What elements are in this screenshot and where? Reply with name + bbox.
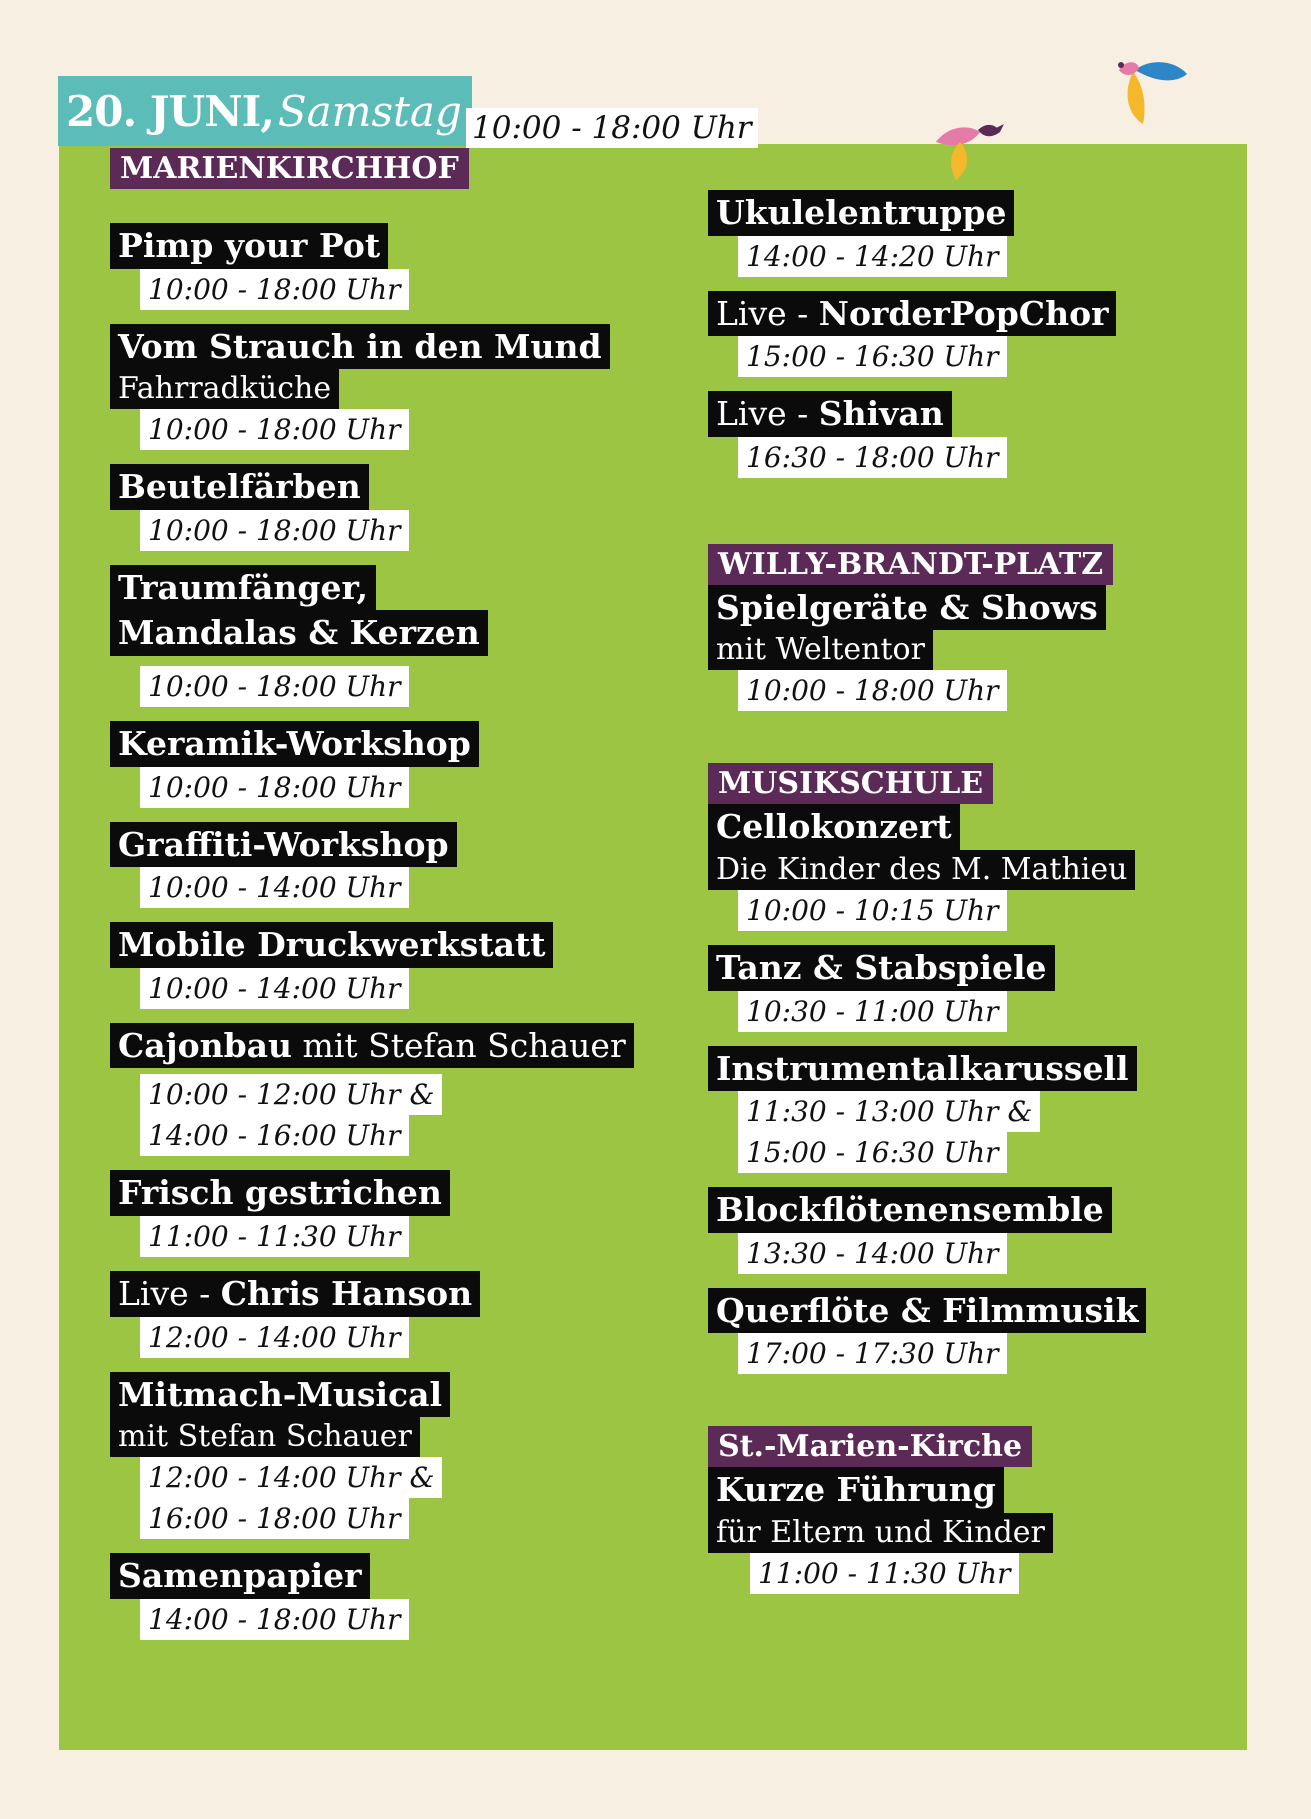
bird-icon — [1105, 54, 1191, 126]
event-time: 10:00 - 18:00 Uhr — [140, 666, 409, 707]
event-item — [708, 945, 1146, 1032]
event-time: 10:00 - 18:00 Uhr — [140, 767, 409, 808]
event-title: Traumfänger, — [110, 565, 376, 611]
event-item — [708, 1288, 1146, 1375]
event-title: Cellokonzert — [708, 804, 960, 850]
location-label: MUSIKSCHULE — [708, 763, 993, 804]
event-time: 12:00 - 14:00 Uhr & — [140, 1457, 442, 1498]
event-title: Ukulelentruppe — [708, 190, 1014, 236]
event-subtitle: Fahrradküche — [110, 369, 339, 409]
day-time-range: 10:00 - 18:00 Uhr — [466, 108, 758, 148]
event-time: 10:00 - 18:00 Uhr — [738, 670, 1007, 711]
event-time: 10:00 - 10:15 Uhr — [738, 890, 1007, 931]
event-time: 14:00 - 16:00 Uhr — [140, 1115, 409, 1156]
location-group — [708, 1426, 1146, 1594]
event-time: 17:00 - 17:30 Uhr — [738, 1333, 1007, 1374]
event-time: 10:00 - 18:00 Uhr — [140, 409, 409, 450]
event-title: Blockflötenensemble — [708, 1187, 1112, 1233]
event-item — [708, 1046, 1146, 1174]
event-time: 10:00 - 18:00 Uhr — [140, 269, 409, 310]
event-time: 16:30 - 18:00 Uhr — [738, 437, 1007, 478]
event-time: 15:00 - 16:30 Uhr — [738, 1132, 1007, 1173]
event-item — [110, 324, 634, 451]
event-item — [708, 1187, 1146, 1274]
event-time: 12:00 - 14:00 Uhr — [140, 1317, 409, 1358]
event-item — [110, 1170, 634, 1257]
event-title: Spielgeräte & Shows — [708, 585, 1106, 631]
event-item — [110, 223, 634, 310]
event-item — [110, 822, 634, 909]
location-label: WILLY-BRANDT-PLATZ — [708, 544, 1113, 585]
event-item — [110, 565, 634, 707]
event-time: 16:00 - 18:00 Uhr — [140, 1498, 409, 1539]
right-column — [708, 190, 1146, 1594]
event-subtitle: mit Weltentor — [708, 630, 933, 670]
event-title: Tanz & Stabspiele — [708, 945, 1055, 991]
weekday-text: Samstag — [277, 86, 462, 136]
event-item — [110, 922, 634, 1009]
event-time: 10:00 - 14:00 Uhr — [140, 867, 409, 908]
event-item — [708, 391, 1146, 478]
event-time: 15:00 - 16:30 Uhr — [738, 336, 1007, 377]
event-item — [110, 1553, 634, 1640]
event-title: Live - NorderPopChor — [708, 291, 1116, 337]
event-title: Kurze Führung — [708, 1467, 1004, 1513]
event-time: 10:00 - 14:00 Uhr — [140, 968, 409, 1009]
event-item — [708, 190, 1146, 277]
event-subtitle: mit Stefan Schauer — [110, 1417, 420, 1457]
location-group — [708, 544, 1146, 712]
left-column — [110, 148, 634, 1640]
event-time: 14:00 - 18:00 Uhr — [140, 1599, 409, 1640]
event-title-line2: Mandalas & Kerzen — [110, 610, 488, 656]
date-text: 20. JUNI, — [66, 86, 274, 136]
event-item — [110, 721, 634, 808]
event-title: Querflöte & Filmmusik — [708, 1288, 1146, 1334]
event-title: Vom Strauch in den Mund — [110, 324, 610, 370]
event-title: Graffiti-Workshop — [110, 822, 457, 868]
event-title: Instrumentalkarussell — [708, 1046, 1137, 1092]
event-title: Samenpapier — [110, 1553, 370, 1599]
event-title: Cajonbau mit Stefan Schauer — [110, 1023, 634, 1069]
event-title: Live - Shivan — [708, 391, 952, 437]
event-title: Pimp your Pot — [110, 223, 388, 269]
event-subtitle: für Eltern und Kinder — [708, 1513, 1053, 1553]
location-group — [708, 763, 1146, 1374]
event-title: Frisch gestrichen — [110, 1170, 450, 1216]
event-title: Keramik-Workshop — [110, 721, 479, 767]
event-time: 11:00 - 11:30 Uhr — [140, 1216, 409, 1257]
event-title: Live - Chris Hanson — [110, 1271, 480, 1317]
location-label: MARIENKIRCHHOF — [110, 148, 469, 189]
event-time: 10:30 - 11:00 Uhr — [738, 991, 1007, 1032]
event-time: 11:30 - 13:00 Uhr & — [738, 1091, 1040, 1132]
event-item — [110, 464, 634, 551]
event-item — [110, 1023, 634, 1157]
event-subtitle: Die Kinder des M. Mathieu — [708, 850, 1135, 890]
event-time: 14:00 - 14:20 Uhr — [738, 236, 1007, 277]
date-banner — [58, 76, 472, 146]
event-time: 10:00 - 12:00 Uhr & — [140, 1074, 442, 1115]
event-title: Mitmach-Musical — [110, 1372, 450, 1418]
event-item — [110, 1372, 634, 1540]
event-item — [708, 291, 1146, 378]
event-time: 10:00 - 18:00 Uhr — [140, 510, 409, 551]
location-label: St.-Marien-Kirche — [708, 1426, 1032, 1467]
event-time: 11:00 - 11:30 Uhr — [750, 1553, 1019, 1594]
event-time: 13:30 - 14:00 Uhr — [738, 1233, 1007, 1274]
event-title: Mobile Druckwerkstatt — [110, 922, 553, 968]
event-item — [110, 1271, 634, 1358]
event-title: Beutelfärben — [110, 464, 369, 510]
bird-icon — [930, 114, 1008, 182]
